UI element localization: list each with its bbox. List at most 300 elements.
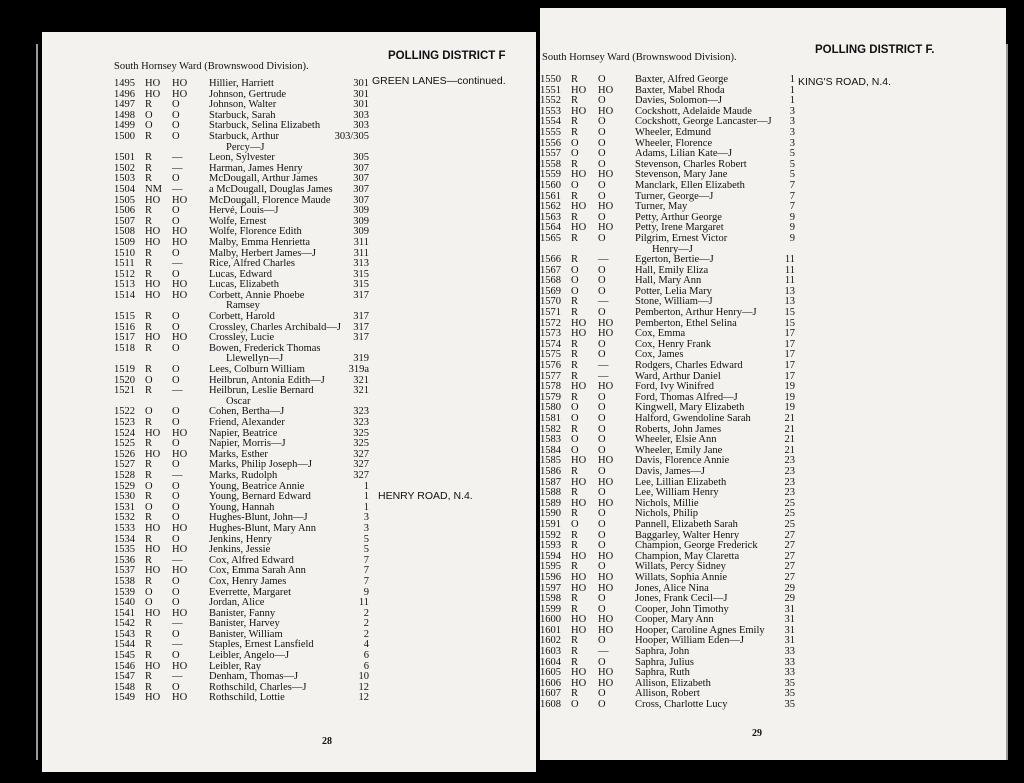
qualification-code: O xyxy=(598,338,606,350)
qualification-code: R xyxy=(571,158,579,170)
qualification-code: O xyxy=(172,681,180,693)
qualification-code: R xyxy=(571,190,579,202)
qualification-code: R xyxy=(145,459,153,471)
qualification-code: O xyxy=(598,434,606,446)
qualification-code: O xyxy=(571,275,579,287)
elector-number: 1575 xyxy=(540,349,561,361)
elector-row xyxy=(114,693,374,704)
house-number: 7 xyxy=(363,554,369,566)
elector-name: Leibler, Angelo—J xyxy=(209,650,290,662)
qualification-code: O xyxy=(172,438,180,450)
qualification-code: HO xyxy=(172,332,188,344)
house-number: 11 xyxy=(784,275,795,287)
house-number: 301 xyxy=(353,78,369,89)
elector-name: Champion, May Claretta xyxy=(635,550,740,562)
elector-number: 1507 xyxy=(114,215,135,227)
qualification-code: — xyxy=(172,152,183,164)
right-page xyxy=(540,8,1006,760)
qualification-code: R xyxy=(571,296,579,308)
elector-number: 1588 xyxy=(540,487,561,499)
house-number: 19 xyxy=(784,381,795,393)
house-number: 7 xyxy=(789,179,795,191)
house-number: 303 xyxy=(353,120,369,132)
qualification-code: O xyxy=(598,285,606,297)
qualification-code: HO xyxy=(172,78,188,89)
qualification-code: HO xyxy=(571,169,587,181)
house-number: 317 xyxy=(353,332,369,344)
elector-name: Turner, May xyxy=(635,201,688,213)
house-number: 9 xyxy=(789,222,795,234)
qualification-code: HO xyxy=(598,84,614,96)
elector-number: 1601 xyxy=(540,624,561,636)
qualification-code: HO xyxy=(571,624,587,636)
qualification-code: O xyxy=(598,95,606,107)
elector-number: 1607 xyxy=(540,688,561,700)
elector-name: Percy—J xyxy=(226,141,265,153)
elector-number: 1516 xyxy=(114,321,135,333)
house-number: 27 xyxy=(784,529,795,541)
house-number: 321 xyxy=(353,385,369,397)
house-number: 2 xyxy=(363,618,369,630)
page-number: 29 xyxy=(752,728,762,739)
elector-number: 1569 xyxy=(540,285,561,297)
qualification-code: HO xyxy=(172,692,188,704)
qualification-code: R xyxy=(571,360,579,372)
elector-name: Lee, Lillian Elizabeth xyxy=(635,476,727,488)
qualification-code: HO xyxy=(598,614,614,626)
qualification-code: R xyxy=(571,391,579,403)
elector-name: Lee, William Henry xyxy=(635,487,719,499)
elector-number: 1553 xyxy=(540,105,561,117)
qualification-code: HO xyxy=(145,607,161,619)
elector-number: 1599 xyxy=(540,603,561,615)
elector-name: Cooper, John Timothy xyxy=(635,603,729,615)
qualification-code: O xyxy=(172,480,180,492)
house-number: 319 xyxy=(353,353,369,365)
elector-name: Stevenson, Charles Robert xyxy=(635,158,747,170)
elector-number: 1504 xyxy=(114,183,135,195)
house-number: 1 xyxy=(363,491,369,503)
qualification-code: HO xyxy=(571,550,587,562)
house-number: 5 xyxy=(789,148,795,160)
house-number: 317 xyxy=(353,311,369,323)
elector-number: 1513 xyxy=(114,279,135,291)
elector-name: Wheeler, Florence xyxy=(635,137,713,149)
elector-number: 1509 xyxy=(114,236,135,248)
house-number: 15 xyxy=(784,307,795,319)
house-number: 309 xyxy=(353,226,369,238)
elector-number: 1596 xyxy=(540,571,561,583)
elector-number: 1523 xyxy=(114,417,135,428)
elector-number: 1582 xyxy=(540,423,561,435)
elector-row xyxy=(114,79,374,90)
house-number: 9 xyxy=(789,232,795,244)
elector-name: Banister, Harvey xyxy=(209,618,280,630)
qualification-code: HO xyxy=(571,328,587,340)
elector-row xyxy=(540,128,800,139)
qualification-code: HO xyxy=(145,226,161,238)
qualification-code: R xyxy=(145,639,153,651)
qualification-code: — xyxy=(172,639,183,651)
qualification-code: HO xyxy=(145,78,161,89)
house-number: 311 xyxy=(353,247,369,259)
qualification-code: HO xyxy=(172,427,188,439)
house-number: 29 xyxy=(784,582,795,594)
house-number: 33 xyxy=(784,667,795,679)
qualification-code: HO xyxy=(598,105,614,117)
qualification-code: R xyxy=(571,529,579,541)
elector-name: Friend, Alexander xyxy=(209,417,285,428)
elector-number: 1570 xyxy=(540,296,561,308)
qualification-code: R xyxy=(145,311,153,323)
house-number: 3 xyxy=(789,126,795,138)
elector-name: Jenkins, Henry xyxy=(209,533,272,545)
elector-number: 1554 xyxy=(540,116,561,128)
house-number: 25 xyxy=(784,518,795,530)
elector-row xyxy=(540,520,800,531)
elector-number: 1541 xyxy=(114,607,135,619)
elector-name: McDougall, Arthur James xyxy=(209,173,318,185)
elector-number: 1498 xyxy=(114,109,135,121)
elector-number: 1590 xyxy=(540,508,561,520)
qualification-code: HO xyxy=(145,289,161,301)
qualification-code: O xyxy=(571,434,579,446)
qualification-code: HO xyxy=(598,455,614,467)
elector-name: Corbett, Annie Phoebe xyxy=(209,289,305,301)
qualification-code: O xyxy=(598,413,606,424)
elector-name: McDougall, Florence Maude xyxy=(209,194,331,206)
elector-name: Petty, Irene Margaret xyxy=(635,222,724,234)
qualification-code: R xyxy=(571,508,579,520)
house-number: 13 xyxy=(784,296,795,308)
elector-number: 1530 xyxy=(114,491,135,503)
qualification-code: O xyxy=(598,465,606,477)
qualification-code: O xyxy=(172,575,180,587)
qualification-code: R xyxy=(571,116,579,128)
elector-name: Nichols, Philip xyxy=(635,508,699,520)
elector-number: 1571 xyxy=(540,307,561,319)
house-number: 23 xyxy=(784,476,795,488)
qualification-code: HO xyxy=(598,328,614,340)
elector-name: Cockshott, George Lancaster—J xyxy=(635,116,772,128)
elector-name: Cox, James xyxy=(635,349,684,361)
elector-number: 1543 xyxy=(114,628,135,640)
qualification-code: O xyxy=(598,190,606,202)
qualification-code: R xyxy=(571,232,579,244)
qualification-code: HO xyxy=(571,582,587,594)
district-header: POLLING DISTRICT F. xyxy=(815,44,935,56)
qualification-code: HO xyxy=(172,544,188,556)
qualification-code: O xyxy=(598,275,606,287)
house-number: 323 xyxy=(353,417,369,428)
elector-name: Wheeler, Edmund xyxy=(635,126,711,138)
elector-number: 1597 xyxy=(540,582,561,594)
house-number: 23 xyxy=(784,487,795,499)
house-number: 315 xyxy=(353,268,369,280)
elector-number: 1546 xyxy=(114,660,135,672)
qualification-code: HO xyxy=(598,222,614,234)
qualification-code: O xyxy=(571,264,579,276)
qualification-code: O xyxy=(598,179,606,191)
house-number: 17 xyxy=(784,328,795,340)
qualification-code: HO xyxy=(571,677,587,689)
qualification-code: O xyxy=(172,205,180,217)
qualification-code: HO xyxy=(571,497,587,509)
qualification-code: O xyxy=(571,137,579,149)
elector-name: Young, Beatrice Annie xyxy=(209,480,305,492)
house-number: 323 xyxy=(353,406,369,418)
qualification-code: O xyxy=(571,518,579,530)
elector-number: 1586 xyxy=(540,465,561,477)
qualification-code: O xyxy=(172,321,180,333)
elector-name: Willats, Percy Sidney xyxy=(635,561,726,573)
qualification-code: — xyxy=(172,258,183,270)
house-number: 9 xyxy=(789,211,795,223)
elector-name: Johnson, Walter xyxy=(209,99,277,111)
qualification-code: O xyxy=(172,512,180,524)
elector-row xyxy=(540,700,800,711)
house-number: 19 xyxy=(784,391,795,403)
elector-name: Davis, Florence Annie xyxy=(635,455,730,467)
house-number: 11 xyxy=(784,254,795,266)
elector-number: 1577 xyxy=(540,370,561,382)
elector-name: Adams, Lilian Kate—J xyxy=(635,148,733,160)
elector-name: Cohen, Bertha—J xyxy=(209,406,285,418)
house-number: 309 xyxy=(353,215,369,227)
elector-name: Baxter, Mabel Rhoda xyxy=(635,84,725,96)
elector-number: 1557 xyxy=(540,148,561,160)
elector-name: Cox, Henry James xyxy=(209,575,287,587)
house-number: 303 xyxy=(353,109,369,121)
house-number: 13 xyxy=(784,285,795,297)
elector-number: 1500 xyxy=(114,130,135,142)
qualification-code: R xyxy=(571,603,579,615)
elector-name: Young, Bernard Edward xyxy=(209,491,311,503)
elector-name: Champion, George Frederick xyxy=(635,540,758,552)
elector-name: Henry—J xyxy=(652,243,693,255)
qualification-code: HO xyxy=(172,289,188,301)
page-edge xyxy=(36,44,38,760)
house-number: 19 xyxy=(784,402,795,414)
elector-number: 1589 xyxy=(540,497,561,509)
house-number: 2 xyxy=(363,628,369,640)
qualification-code: HO xyxy=(598,667,614,679)
qualification-code: R xyxy=(145,533,153,545)
qualification-code: HO xyxy=(598,550,614,562)
qualification-code: R xyxy=(145,628,153,640)
elector-name: Hooper, William Eden—J xyxy=(635,635,744,647)
qualification-code: O xyxy=(172,109,180,121)
elector-name: Heilbrun, Leslie Bernard xyxy=(209,385,314,397)
elector-number: 1502 xyxy=(114,162,135,174)
house-number: 31 xyxy=(784,624,795,636)
house-number: 7 xyxy=(789,190,795,202)
qualification-code: R xyxy=(571,487,579,499)
house-number: 35 xyxy=(784,699,795,711)
elector-name: Hall, Emily Eliza xyxy=(635,264,709,276)
qualification-code: R xyxy=(145,671,153,683)
house-number: 12 xyxy=(358,692,369,704)
house-number: 25 xyxy=(784,508,795,520)
qualification-code: HO xyxy=(598,571,614,583)
house-number: 3 xyxy=(789,105,795,117)
elector-name: Hervé, Louis—J xyxy=(209,205,279,217)
elector-name: Halford, Gwendoline Sarah xyxy=(635,413,751,424)
elector-number: 1540 xyxy=(114,597,135,609)
elector-name: Marks, Philip Joseph—J xyxy=(209,459,312,471)
qualification-code: HO xyxy=(145,544,161,556)
elector-number: 1564 xyxy=(540,222,561,234)
qualification-code: O xyxy=(145,480,153,492)
qualification-code: O xyxy=(172,628,180,640)
house-number: 5 xyxy=(363,533,369,545)
qualification-code: O xyxy=(598,126,606,138)
elector-number: 1550 xyxy=(540,74,561,85)
house-number: 327 xyxy=(353,469,369,481)
elector-number: 1545 xyxy=(114,650,135,662)
elector-name: Leibler, Ray xyxy=(209,660,262,672)
elector-row xyxy=(114,132,374,143)
house-number: 2 xyxy=(363,607,369,619)
qualification-code: O xyxy=(598,656,606,668)
elector-name: Cox, Alfred Edward xyxy=(209,554,294,566)
elector-name: Pemberton, Arthur Henry—J xyxy=(635,307,757,319)
elector-number: 1560 xyxy=(540,179,561,191)
elector-name: Banister, Fanny xyxy=(209,607,276,619)
qualification-code: O xyxy=(598,211,606,223)
qualification-code: R xyxy=(145,681,153,693)
elector-name: Saphra, Ruth xyxy=(635,667,690,679)
qualification-code: — xyxy=(172,554,183,566)
elector-name: Willats, Sophia Annie xyxy=(635,571,728,583)
elector-number: 1514 xyxy=(114,289,135,301)
elector-name: Cox, Henry Frank xyxy=(635,338,712,350)
qualification-code: O xyxy=(598,158,606,170)
qualification-code: HO xyxy=(571,317,587,329)
house-number: 315 xyxy=(353,279,369,291)
house-number: 31 xyxy=(784,603,795,615)
house-number: 1 xyxy=(789,95,795,107)
qualification-code: O xyxy=(172,374,180,386)
elector-number: 1527 xyxy=(114,459,135,471)
elector-name: Manclark, Ellen Elizabeth xyxy=(635,179,745,191)
qualification-code: O xyxy=(172,247,180,259)
qualification-code: — xyxy=(172,162,183,174)
elector-name: Rothschild, Charles—J xyxy=(209,681,307,693)
qualification-code: R xyxy=(571,307,579,319)
qualification-code: O xyxy=(172,597,180,609)
elector-number: 1576 xyxy=(540,360,561,372)
elector-number: 1572 xyxy=(540,317,561,329)
qualification-code: — xyxy=(598,296,609,308)
elector-number: 1520 xyxy=(114,374,135,386)
house-number: 7 xyxy=(363,565,369,577)
elector-name: Lucas, Elizabeth xyxy=(209,279,279,291)
elector-name: Malby, Emma Henrietta xyxy=(209,236,311,248)
house-number: 305 xyxy=(353,152,369,164)
elector-number: 1532 xyxy=(114,512,135,524)
qualification-code: O xyxy=(598,518,606,530)
qualification-code: O xyxy=(172,586,180,598)
house-number: 325 xyxy=(353,427,369,439)
elector-name: Cox, Emma Sarah Ann xyxy=(209,565,306,577)
qualification-code: O xyxy=(172,130,180,142)
elector-number: 1585 xyxy=(540,455,561,467)
qualification-code: R xyxy=(571,95,579,107)
elector-name: Jones, Frank Cecil—J xyxy=(635,593,728,605)
qualification-code: O xyxy=(172,533,180,545)
elector-number: 1598 xyxy=(540,593,561,605)
qualification-code: R xyxy=(571,688,579,700)
elector-name: Cooper, Mary Ann xyxy=(635,614,714,626)
elector-number: 1544 xyxy=(114,639,135,651)
qualification-code: R xyxy=(145,205,153,217)
house-number: 11 xyxy=(784,264,795,276)
house-number: 31 xyxy=(784,635,795,647)
qualification-code: HO xyxy=(571,614,587,626)
house-number: 6 xyxy=(363,650,369,662)
elector-name: Pemberton, Ethel Selina xyxy=(635,317,737,329)
qualification-code: — xyxy=(598,646,609,658)
elector-name: Wolfe, Florence Edith xyxy=(209,226,302,238)
elector-number: 1559 xyxy=(540,169,561,181)
elector-number: 1581 xyxy=(540,413,561,424)
qualification-code: R xyxy=(571,370,579,382)
elector-number: 1602 xyxy=(540,635,561,647)
qualification-code: R xyxy=(571,349,579,361)
house-number: 15 xyxy=(784,317,795,329)
elector-name: Jones, Alice Nina xyxy=(635,582,709,594)
qualification-code: HO xyxy=(571,381,587,393)
qualification-code: HO xyxy=(172,194,188,206)
elector-name: Oscar xyxy=(226,395,251,407)
qualification-code: O xyxy=(145,586,153,598)
elector-number: 1549 xyxy=(114,692,135,704)
elector-number: 1515 xyxy=(114,311,135,323)
qualification-code: O xyxy=(598,137,606,149)
elector-number: 1608 xyxy=(540,699,561,711)
elector-number: 1522 xyxy=(114,406,135,418)
qualification-code: HO xyxy=(172,448,188,460)
qualification-code: — xyxy=(172,385,183,397)
elector-name: Jordan, Alice xyxy=(209,597,265,609)
elector-name: Ramsey xyxy=(226,300,260,312)
house-number: 5 xyxy=(363,544,369,556)
elector-list xyxy=(540,75,800,711)
house-number: 307 xyxy=(353,173,369,185)
elector-number: 1551 xyxy=(540,84,561,96)
qualification-code: O xyxy=(172,342,180,354)
qualification-code: R xyxy=(145,385,153,397)
elector-name: Heilbrun, Antonia Edith—J xyxy=(209,374,325,386)
qualification-code: O xyxy=(598,444,606,456)
qualification-code: — xyxy=(172,469,183,481)
elector-name: Baxter, Alfred George xyxy=(635,74,728,85)
qualification-code: R xyxy=(145,342,153,354)
qualification-code: R xyxy=(571,423,579,435)
elector-name: Ford, Ivy Winifred xyxy=(635,381,714,393)
house-number: 5 xyxy=(789,169,795,181)
ward-header: South Hornsey Ward (Brownswood Division). xyxy=(114,61,309,72)
elector-name: Hughes-Blunt, John—J xyxy=(209,512,308,524)
elector-name: Stone, William—J xyxy=(635,296,713,308)
elector-number: 1529 xyxy=(114,480,135,492)
qualification-code: HO xyxy=(172,607,188,619)
qualification-code: R xyxy=(145,268,153,280)
elector-number: 1519 xyxy=(114,364,135,376)
qualification-code: R xyxy=(145,618,153,630)
elector-row xyxy=(540,414,800,425)
